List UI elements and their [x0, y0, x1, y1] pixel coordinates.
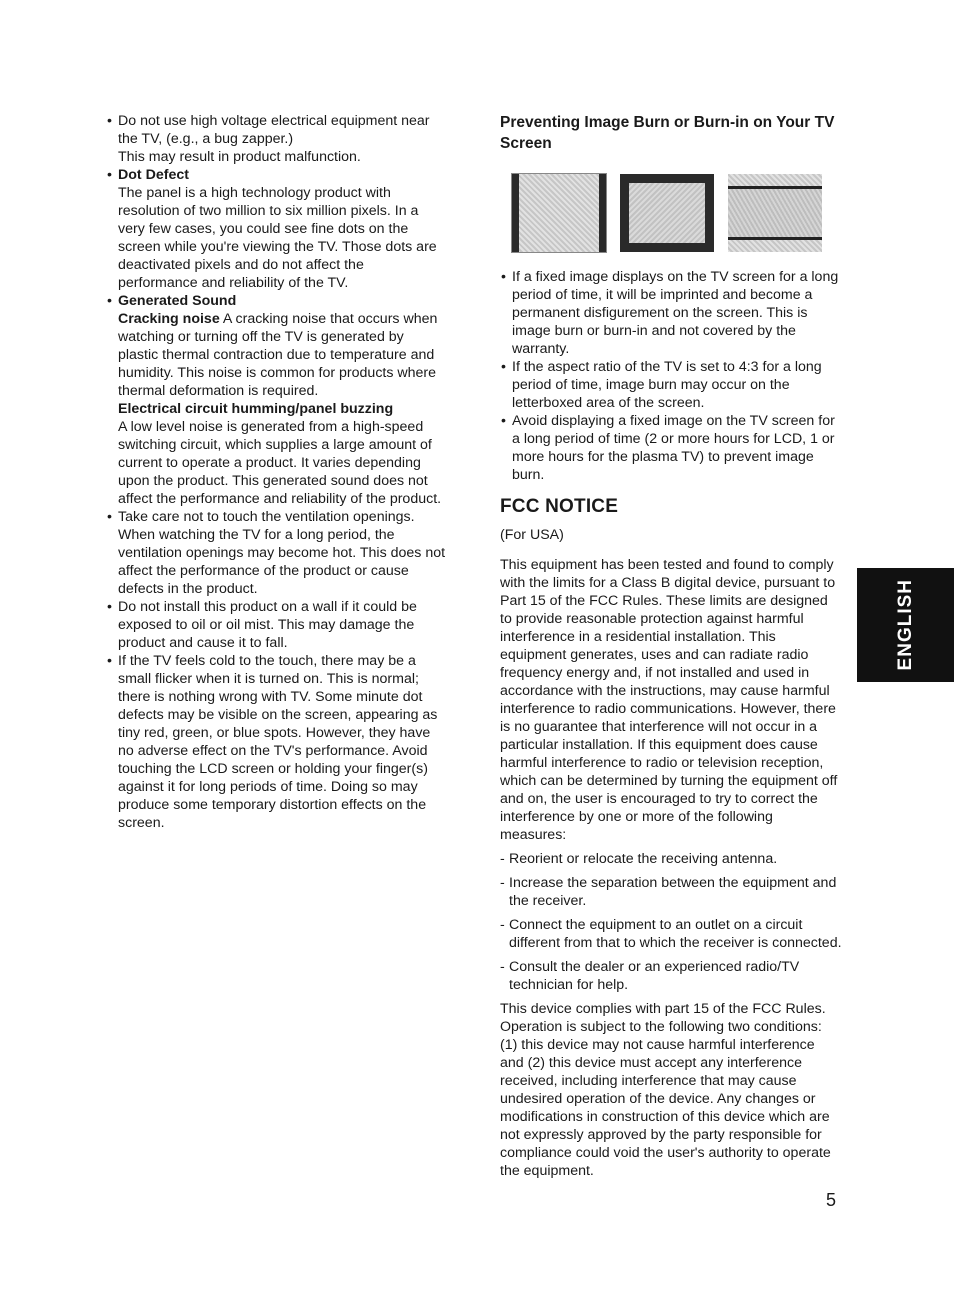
cracking-noise-paragraph — [118, 310, 446, 400]
cracking-noise-label: Cracking noise — [118, 311, 220, 327]
right-column — [500, 112, 842, 1180]
dot-defect-section — [106, 166, 446, 292]
windowbox-top-bar — [620, 174, 714, 181]
left-column — [106, 112, 446, 832]
fcc-compliance-paragraph: This device complies with part 15 of the FCC Rules. Operation is subject to the following two conditions: (1) this device may not cause harmful interference and (2) this device must accept any interference received, including interference that may cause undesired operation of the device. Any changes or modifications in construction of this device which are not expressly approved by the party responsible for compliance could void the user's authority to operate the equipment. — [500, 1001, 831, 1179]
measure-item — [500, 958, 842, 994]
pillarbox-left-bar — [512, 174, 519, 252]
windowbox-inner-image — [627, 181, 707, 245]
windowbox-right-bar — [707, 174, 714, 252]
warning-high-voltage — [106, 112, 446, 166]
list-item: • Do not install this product on a wall if it could be exposed to oil or oil mist. This may damage the product and cause it to fall. — [106, 598, 446, 652]
letterbox-picture — [728, 189, 822, 237]
measure-text: Reorient or relocate the receiving antenna. — [509, 851, 778, 867]
list-item: • If the TV feels cold to the touch, there may be a small flicker when it is turned on. This is normal; there is nothing wrong with TV. Some minute dot defects may be visible on the screen, appearing as tiny red, green, or blue spots. However, they have no adverse effect on the TV's performance. Avoid touching the LCD screen or holding your finger(s) against it for long periods of time. Doing so may produce some temporary distortion effects on the screen. — [106, 652, 446, 832]
electrical-humming-label: Electrical circuit humming/panel buzzing — [118, 401, 394, 417]
measure-marker: - — [500, 851, 505, 867]
measure-item — [500, 916, 842, 952]
generated-sound-section — [106, 292, 446, 508]
list-item: • If the aspect ratio of the TV is set to 4:3 for a long period of time, image burn may occur on the letterboxed area of the screen. — [500, 358, 842, 412]
list-item: • Take care not to touch the ventilation openings. When watching the TV for a long period, the ventilation openings may become hot. This does not affect the performance of the product or cause defects in the product. — [106, 508, 446, 598]
dot-defect-heading: • Dot Defect — [118, 167, 189, 183]
burn-in-title: Preventing Image Burn or Burn-in on Your TV Screen — [500, 114, 835, 152]
fcc-body-paragraph: This equipment has been tested and found to comply with the limits for a Class B digital device, pursuant to Part 15 of the FCC Rules. These limits are designed to provide reasonable protection against harmful interference in a residential installation. This equipment generates, uses and can radiate radio frequency energy and, if not installed and used in accordance with the instructions, may cause harmful interference to radio communications. However, there is no guarantee that interference will not occur in a particular installation. If this equipment does cause harmful interference to radio or television reception, which can be determined by turning the equipment off and on, the user is encouraged to try to correct the interference by one or more of the following measures: — [500, 557, 838, 843]
measure-item — [500, 874, 842, 910]
warning-text: • Do not use high voltage electrical equipment near the TV, (e.g., a bug zapper.) — [118, 113, 430, 147]
tv-pillarbox-image — [512, 174, 606, 252]
measure-marker: - — [500, 959, 505, 975]
tv-letterbox-image — [728, 174, 822, 252]
windowbox-bottom-bar — [620, 245, 714, 252]
pillarbox-right-bar — [599, 174, 606, 252]
fcc-usa-label: (For USA) — [500, 527, 564, 543]
measure-marker: - — [500, 875, 505, 891]
generated-sound-heading: • Generated Sound — [118, 293, 237, 309]
measure-text: Connect the equipment to an outlet on a circuit different from that to which the receiver is connected. — [509, 917, 842, 951]
tv-windowbox-image — [620, 174, 714, 252]
dot-defect-body: The panel is a high technology product with resolution of two million to six million pixels. In a very few cases, you could see fine dots on the screen while you're viewing the TV. Those dots are deactivated pixels and do not affect the performance and reliability of the TV. — [118, 185, 437, 291]
measure-text: Increase the separation between the equipment and the receiver. — [509, 875, 837, 909]
cracking-noise-body: A cracking noise that occurs when watching or turning off the TV is generated by plastic thermal contraction due to temperature and humidity. This noise is common for products where thermal deformation is required. — [118, 311, 438, 399]
page-number: 5 — [826, 1190, 837, 1210]
measure-text: Consult the dealer or an experienced radio/TV technician for help. — [509, 959, 800, 993]
electrical-humming-body: A low level noise is generated from a high-speed switching circuit, which supplies a large amount of current to operate a product. It varies depending upon the product. This generated sound does not affect the performance and reliability of the product. — [118, 419, 442, 507]
language-tab — [857, 568, 954, 682]
list-item: • Avoid displaying a fixed image on the TV screen for a long period of time (2 or more hours for LCD, 1 or more hours for the plasma TV) to prevent image burn. — [500, 412, 842, 484]
measure-item — [500, 850, 842, 868]
tv-illustrations — [512, 174, 842, 252]
language-tab-label: ENGLISH — [894, 579, 916, 671]
measure-marker: - — [500, 917, 505, 933]
windowbox-left-bar — [620, 174, 627, 252]
fcc-notice-title: FCC NOTICE — [500, 496, 619, 517]
warning-consequence: This may result in product malfunction. — [118, 149, 361, 165]
list-item: • If a fixed image displays on the TV screen for a long period of time, it will be imprinted and become a permanent disfigurement on the screen. This is image burn or burn-in and not covered by the warranty. — [500, 268, 842, 358]
